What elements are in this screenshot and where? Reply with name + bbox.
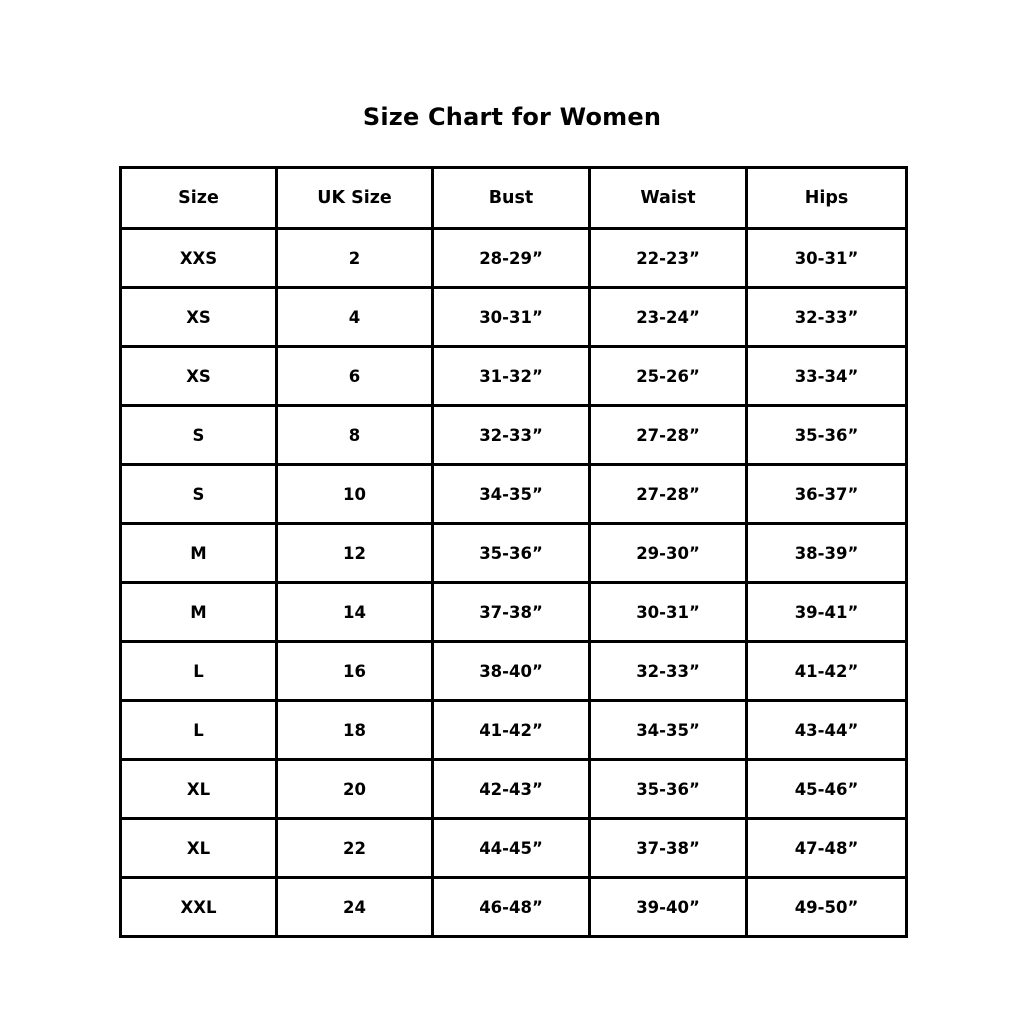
cell-uk-size: 14	[277, 583, 433, 642]
cell-uk-size: 16	[277, 642, 433, 701]
cell-uk-size: 6	[277, 347, 433, 406]
table-row	[121, 288, 907, 347]
column-header-hips: Hips	[747, 168, 907, 229]
cell-uk-size: 8	[277, 406, 433, 465]
cell-size: XS	[121, 288, 277, 347]
cell-size: L	[121, 701, 277, 760]
cell-waist: 34-35”	[590, 701, 747, 760]
cell-waist: 30-31”	[590, 583, 747, 642]
cell-hips: 32-33”	[747, 288, 907, 347]
cell-uk-size: 18	[277, 701, 433, 760]
cell-hips: 41-42”	[747, 642, 907, 701]
cell-hips: 38-39”	[747, 524, 907, 583]
cell-uk-size: 2	[277, 229, 433, 288]
cell-size: XXL	[121, 878, 277, 937]
table-row	[121, 465, 907, 524]
cell-uk-size: 24	[277, 878, 433, 937]
cell-waist: 35-36”	[590, 760, 747, 819]
table-row	[121, 819, 907, 878]
cell-size: L	[121, 642, 277, 701]
cell-hips: 49-50”	[747, 878, 907, 937]
cell-size: M	[121, 583, 277, 642]
cell-bust: 44-45”	[433, 819, 590, 878]
cell-uk-size: 10	[277, 465, 433, 524]
cell-waist: 39-40”	[590, 878, 747, 937]
cell-bust: 38-40”	[433, 642, 590, 701]
cell-size: XL	[121, 819, 277, 878]
cell-hips: 43-44”	[747, 701, 907, 760]
cell-hips: 45-46”	[747, 760, 907, 819]
cell-hips: 35-36”	[747, 406, 907, 465]
cell-bust: 28-29”	[433, 229, 590, 288]
cell-size: XL	[121, 760, 277, 819]
table-header	[121, 168, 907, 229]
cell-uk-size: 22	[277, 819, 433, 878]
cell-waist: 29-30”	[590, 524, 747, 583]
cell-bust: 42-43”	[433, 760, 590, 819]
cell-waist: 27-28”	[590, 465, 747, 524]
cell-bust: 35-36”	[433, 524, 590, 583]
cell-uk-size: 4	[277, 288, 433, 347]
table-header-row	[121, 168, 907, 229]
cell-bust: 37-38”	[433, 583, 590, 642]
cell-hips: 33-34”	[747, 347, 907, 406]
cell-waist: 27-28”	[590, 406, 747, 465]
cell-waist: 22-23”	[590, 229, 747, 288]
column-header-size: Size	[121, 168, 277, 229]
table-row	[121, 760, 907, 819]
table-row	[121, 347, 907, 406]
cell-waist: 25-26”	[590, 347, 747, 406]
cell-bust: 31-32”	[433, 347, 590, 406]
table-body	[121, 229, 907, 937]
cell-waist: 23-24”	[590, 288, 747, 347]
cell-hips: 30-31”	[747, 229, 907, 288]
cell-waist: 32-33”	[590, 642, 747, 701]
table-row	[121, 642, 907, 701]
cell-size: XS	[121, 347, 277, 406]
cell-uk-size: 20	[277, 760, 433, 819]
cell-waist: 37-38”	[590, 819, 747, 878]
cell-bust: 41-42”	[433, 701, 590, 760]
cell-hips: 36-37”	[747, 465, 907, 524]
column-header-uk-size: UK Size	[277, 168, 433, 229]
column-header-waist: Waist	[590, 168, 747, 229]
size-chart-table	[119, 166, 908, 938]
cell-hips: 39-41”	[747, 583, 907, 642]
table-row	[121, 583, 907, 642]
cell-size: S	[121, 406, 277, 465]
cell-size: XXS	[121, 229, 277, 288]
table-row	[121, 878, 907, 937]
cell-bust: 32-33”	[433, 406, 590, 465]
table-row	[121, 406, 907, 465]
cell-bust: 34-35”	[433, 465, 590, 524]
size-chart-table-container	[119, 166, 905, 938]
table-row	[121, 701, 907, 760]
cell-size: M	[121, 524, 277, 583]
table-row	[121, 229, 907, 288]
table-row	[121, 524, 907, 583]
cell-bust: 30-31”	[433, 288, 590, 347]
column-header-bust: Bust	[433, 168, 590, 229]
cell-hips: 47-48”	[747, 819, 907, 878]
cell-size: S	[121, 465, 277, 524]
cell-uk-size: 12	[277, 524, 433, 583]
cell-bust: 46-48”	[433, 878, 590, 937]
page-title: Size Chart for Women	[362, 103, 662, 131]
